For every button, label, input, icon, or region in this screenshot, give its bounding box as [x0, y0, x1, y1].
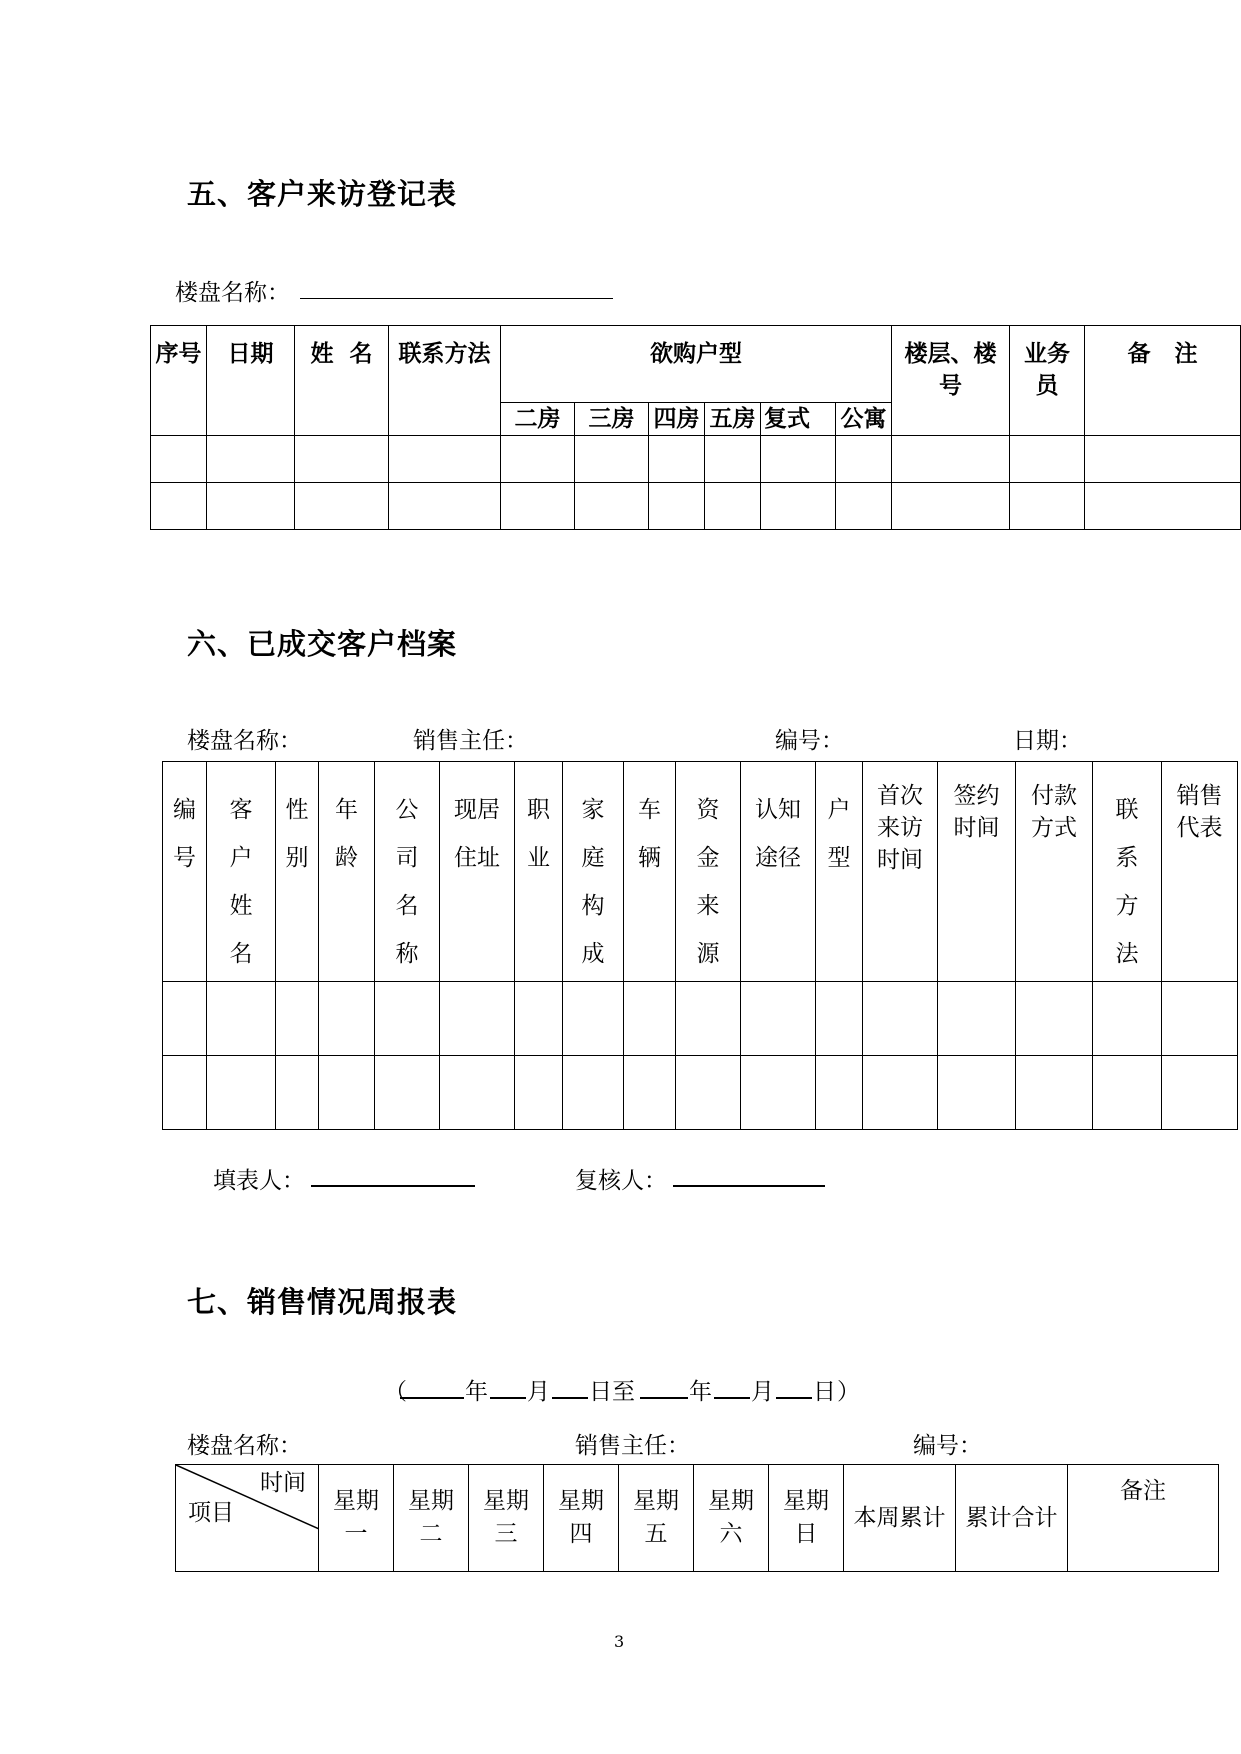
- header-agent: 业务员: [1010, 326, 1085, 436]
- header-thursday: 星期四: [544, 1465, 619, 1572]
- table-cell[interactable]: [515, 982, 563, 1056]
- table-cell[interactable]: [836, 436, 892, 483]
- header-first-visit: 首次来访时间: [863, 762, 938, 982]
- header-monday: 星期一: [319, 1465, 394, 1572]
- table-row: [163, 1056, 1238, 1130]
- table-cell[interactable]: [892, 483, 1010, 530]
- section5-title: 五、客户来访登记表: [187, 177, 458, 211]
- table-cell[interactable]: [1093, 982, 1162, 1056]
- table-cell[interactable]: [705, 483, 761, 530]
- table-cell[interactable]: [1010, 483, 1085, 530]
- table-cell[interactable]: [761, 436, 836, 483]
- table-cell[interactable]: [319, 982, 375, 1056]
- table-cell[interactable]: [151, 483, 207, 530]
- table-cell[interactable]: [563, 982, 624, 1056]
- start-month-field[interactable]: [490, 1397, 526, 1399]
- date-range-day: 日: [813, 1379, 836, 1405]
- table-cell[interactable]: [761, 483, 836, 530]
- header-contact-method: 联系方法: [1093, 762, 1162, 982]
- end-day-field[interactable]: [776, 1397, 812, 1399]
- section6-date-label: 日期：: [1013, 728, 1082, 754]
- date-range-open: （: [384, 1379, 407, 1405]
- header-note: 备 注: [1085, 326, 1241, 436]
- table-cell[interactable]: [836, 483, 892, 530]
- diag-top-label: 时间: [260, 1470, 306, 1496]
- table-cell[interactable]: [389, 436, 501, 483]
- table-cell[interactable]: [863, 1056, 938, 1130]
- table-cell[interactable]: [207, 483, 295, 530]
- header-floor: 楼层、楼号: [892, 326, 1010, 436]
- header-awareness: 认知途径: [741, 762, 816, 982]
- header-saturday: 星期六: [694, 1465, 769, 1572]
- table-cell[interactable]: [624, 1056, 676, 1130]
- date-range-month-2: 月: [751, 1379, 774, 1405]
- diag-bottom-label: 项目: [188, 1500, 234, 1526]
- header-seq: 序号: [151, 326, 207, 436]
- header-gender: 性别: [276, 762, 319, 982]
- table-cell[interactable]: [741, 982, 816, 1056]
- header-payment: 付款方式: [1016, 762, 1093, 982]
- table-cell[interactable]: [624, 982, 676, 1056]
- section7-title: 七、销售情况周报表: [187, 1285, 458, 1319]
- table-cell[interactable]: [440, 1056, 515, 1130]
- table-cell[interactable]: [1016, 982, 1093, 1056]
- table-cell[interactable]: [705, 436, 761, 483]
- table-cell[interactable]: [1010, 436, 1085, 483]
- header-age: 年龄: [319, 762, 375, 982]
- end-year-field[interactable]: [640, 1397, 688, 1399]
- table-cell[interactable]: [938, 1056, 1016, 1130]
- section7-number-label: 编号：: [913, 1433, 982, 1459]
- table-cell[interactable]: [676, 982, 741, 1056]
- table-cell[interactable]: [1162, 1056, 1238, 1130]
- table-cell[interactable]: [440, 982, 515, 1056]
- filler-field[interactable]: [311, 1185, 475, 1187]
- header-wednesday: 星期三: [469, 1465, 544, 1572]
- subheader-type: 五房: [705, 403, 761, 436]
- section7-property-label: 楼盘名称：: [187, 1433, 302, 1459]
- table-cell[interactable]: [1093, 1056, 1162, 1130]
- table-cell[interactable]: [319, 1056, 375, 1130]
- header-friday: 星期五: [619, 1465, 694, 1572]
- header-unit-type: 户型: [816, 762, 863, 982]
- section6-number-label: 编号：: [775, 728, 844, 754]
- table-cell[interactable]: [501, 483, 575, 530]
- table-cell[interactable]: [649, 436, 705, 483]
- table-cell[interactable]: [741, 1056, 816, 1130]
- date-range-day-to: 日至: [589, 1379, 635, 1405]
- table-cell[interactable]: [375, 982, 440, 1056]
- header-desired-type: 欲购户型: [501, 326, 892, 403]
- header-sunday: 星期日: [769, 1465, 844, 1572]
- header-tuesday: 星期二: [394, 1465, 469, 1572]
- visitor-register-table: [150, 325, 1241, 530]
- date-range-month: 月: [527, 1379, 550, 1405]
- closed-customer-table: [162, 761, 1238, 1130]
- header-contact: 联系方法: [389, 326, 501, 436]
- filler-label: 填表人：: [213, 1168, 305, 1194]
- table-cell[interactable]: [163, 1056, 207, 1130]
- date-range-close: ）: [837, 1379, 860, 1405]
- subheader-type: 三房: [575, 403, 649, 436]
- section7-manager-label: 销售主任：: [575, 1433, 690, 1459]
- date-range-year-2: 年: [689, 1379, 712, 1405]
- table-cell[interactable]: [816, 1056, 863, 1130]
- table-cell[interactable]: [676, 1056, 741, 1130]
- table-cell[interactable]: [1162, 982, 1238, 1056]
- subheader-type: 二房: [501, 403, 575, 436]
- header-remarks: 备注: [1068, 1465, 1219, 1572]
- table-cell[interactable]: [276, 1056, 319, 1130]
- subheader-type: 四房: [649, 403, 705, 436]
- header-week-total: 本周累计: [844, 1465, 956, 1572]
- section6-property-label: 楼盘名称：: [187, 728, 302, 754]
- table-cell[interactable]: [207, 982, 276, 1056]
- header-fund-source: 资金来源: [676, 762, 741, 982]
- reviewer-label: 复核人：: [575, 1168, 667, 1194]
- page-number: 3: [614, 1632, 625, 1651]
- header-sign-time: 签约时间: [938, 762, 1016, 982]
- table-cell[interactable]: [501, 436, 575, 483]
- table-cell[interactable]: [295, 483, 389, 530]
- table-cell[interactable]: [389, 483, 501, 530]
- weekly-sales-table: [175, 1464, 1219, 1572]
- header-address: 现居住址: [440, 762, 515, 982]
- table-cell[interactable]: [575, 436, 649, 483]
- start-day-field[interactable]: [552, 1397, 588, 1399]
- subheader-type: 公寓: [836, 403, 892, 436]
- table-cell[interactable]: [207, 436, 295, 483]
- table-cell[interactable]: [892, 436, 1010, 483]
- table-cell[interactable]: [563, 1056, 624, 1130]
- header-family: 家庭构成: [563, 762, 624, 982]
- reviewer-field[interactable]: [673, 1185, 825, 1187]
- header-sales-rep: 销售代表: [1162, 762, 1238, 982]
- table-cell[interactable]: [163, 982, 207, 1056]
- end-month-field[interactable]: [714, 1397, 750, 1399]
- table-row: [151, 436, 1241, 483]
- header-date: 日期: [207, 326, 295, 436]
- header-number: 编号: [163, 762, 207, 982]
- section6-title: 六、已成交客户档案: [187, 627, 458, 661]
- table-cell[interactable]: [276, 982, 319, 1056]
- table-cell[interactable]: [1085, 436, 1241, 483]
- table-cell[interactable]: [816, 982, 863, 1056]
- table-cell[interactable]: [207, 1056, 276, 1130]
- table-cell[interactable]: [515, 1056, 563, 1130]
- date-range-year: 年: [465, 1379, 488, 1405]
- section5-property-label: 楼盘名称：: [175, 280, 290, 306]
- section5-property-field[interactable]: [300, 298, 613, 299]
- section6-manager-label: 销售主任：: [413, 728, 528, 754]
- table-cell[interactable]: [938, 982, 1016, 1056]
- header-company: 公司名称: [375, 762, 440, 982]
- header-cumulative-total: 累计合计: [956, 1465, 1068, 1572]
- table-cell[interactable]: [1016, 1056, 1093, 1130]
- subheader-type: 复式: [761, 403, 836, 436]
- table-cell[interactable]: [375, 1056, 440, 1130]
- table-cell[interactable]: [151, 436, 207, 483]
- table-cell[interactable]: [649, 483, 705, 530]
- table-cell[interactable]: [295, 436, 389, 483]
- table-row: [151, 483, 1241, 530]
- start-year-field[interactable]: [400, 1397, 464, 1399]
- header-vehicle: 车辆: [624, 762, 676, 982]
- header-occupation: 职业: [515, 762, 563, 982]
- header-customer-name: 客户姓名: [207, 762, 276, 982]
- header-name: 姓 名: [295, 326, 389, 436]
- table-row: [163, 982, 1238, 1056]
- diagonal-header-cell: [176, 1465, 319, 1572]
- table-cell[interactable]: [1085, 483, 1241, 530]
- table-cell[interactable]: [863, 982, 938, 1056]
- table-cell[interactable]: [575, 483, 649, 530]
